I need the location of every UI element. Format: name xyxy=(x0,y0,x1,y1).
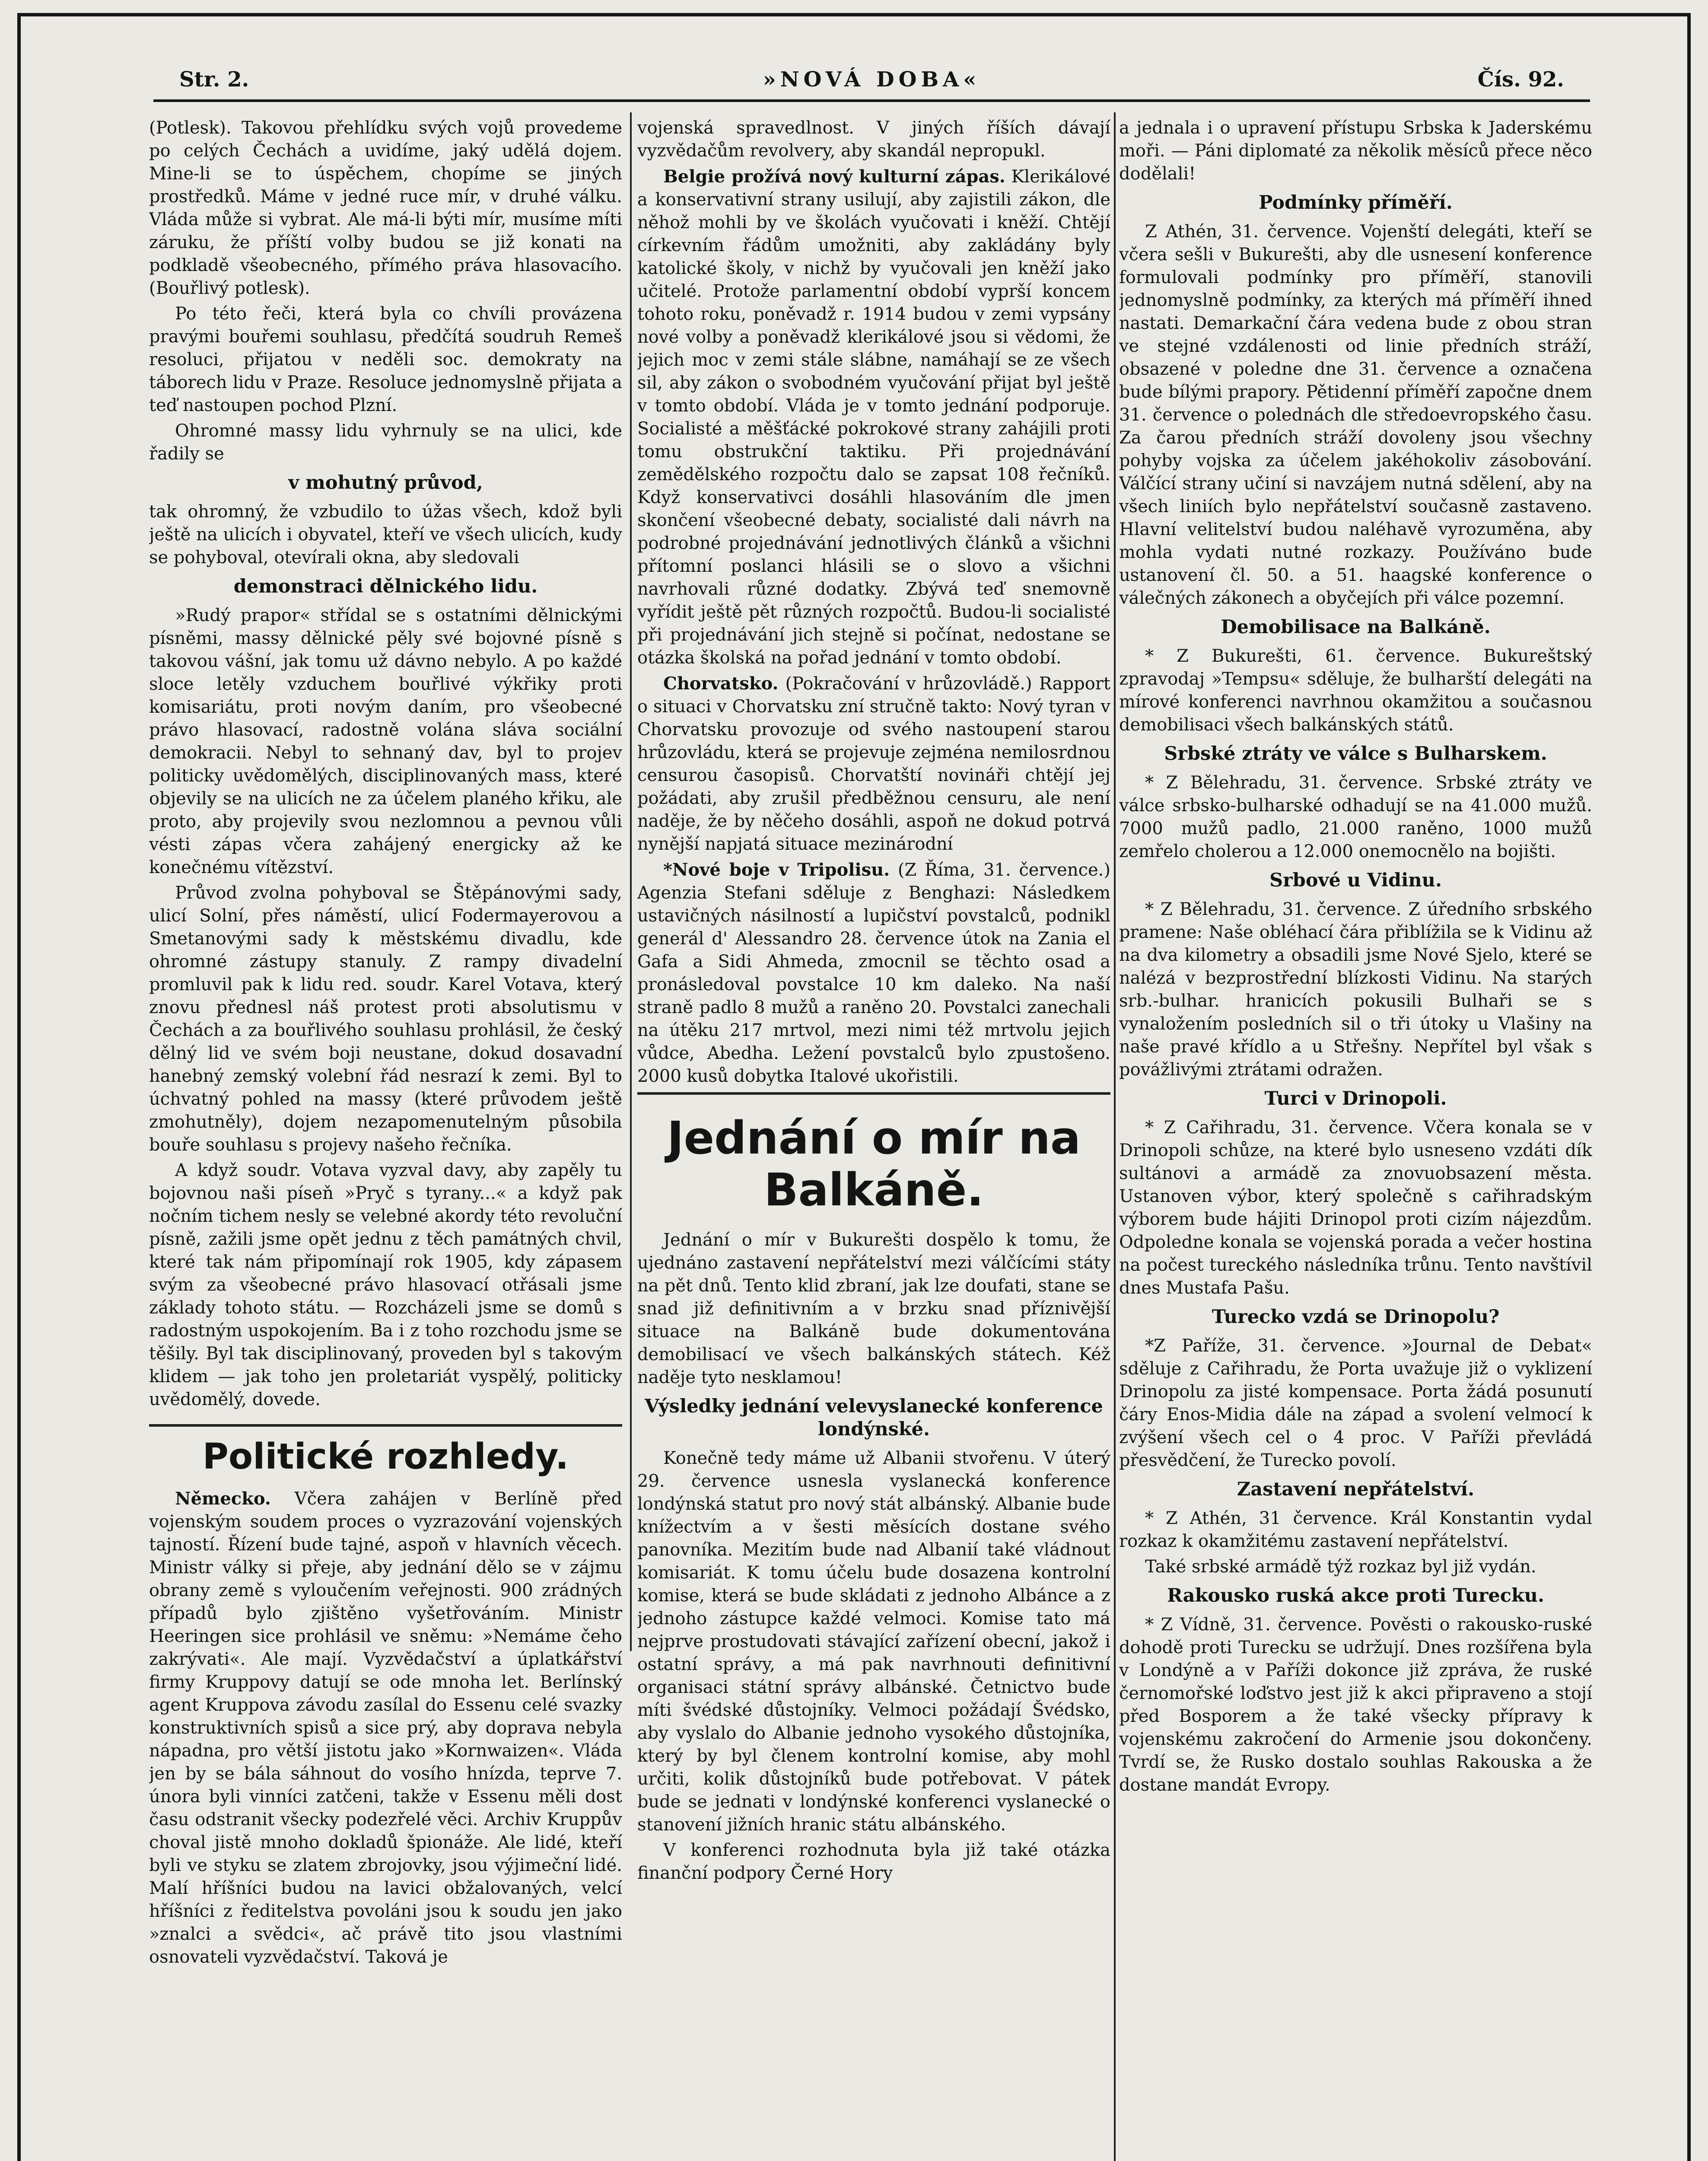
paragraph-body: (Z Říma, 31. července.) Agenzia Stefani sděluje z Benghazi: Následkem ustavičných násilností a lupičství povstalců, podnikl generál d' Alessandro 28. července útok na Zania el Gafa a Sidi Ahmeda, zmocnil se těchto osad a pronásledoval povstalce 10 km daleko. Na naší straně padlo 8 mužů a raněno 20. Povstalci zanechali na útěku 217 mrtvol, mezi nimi též mrtvolu jejich vůdce, Abedha. Ležení povstalců bylo zpustošeno. 2000 kusů dobytka Italové ukořistili. xyxy=(637,860,1110,1086)
paragraph-lead: Belgie prožívá nový kulturní zápas. xyxy=(663,166,1005,187)
issue-number: Čís. 92. xyxy=(1477,67,1564,92)
article-paragraph: Konečně tedy máme už Albanii stvořenu. V úterý 29. července usnesla vyslanecká konference londýnská statut pro nový stát albánský. Albanie bude knížectvím a v šesti měsících dostane svého panovníka. Mezitím bude nad Albanií také vládnout komisariát. K tomu účelu bude dosazena kontrolní komise, která se bude skládati z jednoho Albánce a z jednoho zástupce každé velmoci. Komise tato má nejprve prostudovati stávající zařízení obecní, jakož i ostatní správy, a má pak navrhnouti definitivní organisaci státní správy albánské. Četnictvo bude míti švédské důstojníky. Velmoci požádají Švédsko, aby vyslalo do Albanie jednoho vysokého důstojníka, který by byl členem kontrolní komise, aby mohl určiti, kolik důstojníků bude potřebovat. V pátek bude se jednati v londýnské konferenci vyslanecké o stanovení jižních hranic státu albánského. xyxy=(637,1448,1110,1835)
article-paragraph: *Z Paříže, 31. července. »Journal de Debat« sděluje z Cařihradu, že Porta uvažuje již o vyklizení Drinopolu za jisté kompensace. Porta žádá posunutí čáry Enos-Midia dále na západ a svolení velmocí k zvýšení všech cel o 4 proc. V Paříži převládá přesvědčení, že Turecko povolí. xyxy=(1119,1336,1592,1470)
article-paragraph xyxy=(637,165,1110,669)
article-paragraph: A když soudr. Votava vyzval davy, aby zapěly tu bojovnou naši píseň »Pryč s tyrany...« a když pak nočním tichem nesly se velebné akordy této revoluční písně, zažili jsme opět jednu z těch památných chvil, které tak nám připomínají rok 1905, kdy zápasem svým za všeobecné právo hlasovací otřásali jsme základy tohoto státu. — Rozcházeli jsme se domů s radostným uspokojením. Ba i z toho rozchodu jsme se těšily. Byl tak disciplinovaný, proveden byl s takovým klidem — jak toho jen proletariát vyspělý, politicky uvědomělý, dovede. xyxy=(149,1160,622,1409)
masthead-title: »NOVÁ DOBA« xyxy=(763,67,981,92)
article-paragraph: a jednala i o upravení přístupu Srbska k Jaderskému moři. — Páni diplomaté za několik měsíců přece něco dodělali! xyxy=(1119,118,1592,184)
article-paragraph: Průvod zvolna pohyboval se Štěpánovými sady, ulicí Solní, přes náměstí, ulicí Fodermayerovou a Smetanovými sady k městskému divadlu, kde ohromné zástupy stanuly. Z rampy divadelní promluvil pak k lidu red. soudr. Karel Votava, který znovu přednesl náš protest proti absolutismu v Čechách a za bouřlivého souhlasu prohlásil, že český dělný lid ve svém boji neustane, dokud dosavadní hanebný zemský volební řád nesrazí k zemi. Byl to úchvatný pohled na massy (které průvodem ještě zmohutněly), dojem nezapomenutelným působila bouře souhlasu s projevy našeho řečníka. xyxy=(149,883,622,1155)
article-paragraph: * Z Bukurešti, 61. července. Bukureštský zpravodaj »Tempsu« sděluje, že bulharští delegáti na mírové konferenci navrhnou okamžitou a současnou demobilisaci všech balkánských států. xyxy=(1119,646,1592,735)
column-divider-left xyxy=(630,112,632,1651)
middle-column xyxy=(637,117,1110,2161)
inline-subheading: Výsledky jednání velevyslanecké konference londýnské. xyxy=(645,1396,1103,1440)
article-paragraph: »Rudý prapor« střídal se s ostatními dělnickými písněmi, massy dělnické pěly své bojovné písně s takovou vášní, jak tomu už dávno nebylo. A po každé sloce letěly vzduchem bouřlivé výkřiky proti komisariátu, proti novým daním, pro všeobecné právo hlasovací, radostně volána sláva sociální demokracii. Nebyl to sehnaný dav, byl to projev politicky uvědomělých, disciplinovaných mass, které objevily se na ulicích ne za účelem planého křiku, ale proto, aby projevily svou nezlomnou a pevnou vůli vésti zápas včera zahájený energicky až ke konečnému vítězství. xyxy=(149,606,622,877)
article-paragraph: * Z Vídně, 31. července. Pověsti o rakousko-ruské dohodě proti Turecku se udržují. Dnes rozšířena byla v Londýně a v Paříži dokonce již zpráva, že ruské černomořské loďstvo jest již k akci připraveno a stojí před Bosporem a že také všecky přípravy k vojenskému zakročení do Armenie jsou dokončeny. Tvrdí se, že Rusko dostalo souhlas Rakouska a že dostane mandát Evropy. xyxy=(1119,1615,1592,1795)
article-paragraph: Z Athén, 31. července. Vojenští delegáti, kteří se včera sešli v Bukurešti, aby dle usnesení konference formulovali podmínky pro příměří, stanovili jednomyslně podmínky, za kterých má příměří ihned nastati. Demarkační čára vedena bude z obou stran ve stejné vzdálenosti od linie předních stráží, obsazené v poledne dne 31. července a označena bude bílými prapory. Pětidenní příměří započne dnem 31. července o polednách dle středoevropského času. Za čarou předních stráží dovoleny jsou všechny pohyby vojska za účelem jakéhokoliv zásobování. Válčící strany učiní si navzájem nutná sdělení, aby na všech liniích bylo nepřátelství současně zastaveno. Hlavní velitelství budou naléhavě vyrozuměna, aby mohla vydati nutné rozkazy. Používáno bude ustanovení čl. 50. a 51. haagské konference o válečných zákonech a obyčejích při válce pozemní. xyxy=(1119,222,1592,608)
article-paragraph: Jednání o mír v Bukurešti dospělo k tomu, že ujednáno zastavení nepřátelství mezi válčícími státy na pět dnů. Tento klid zbraní, jak lze doufati, stane se snad již definitivním a v brzku snad příznivější situace na Balkáně bude dokumentována demobilisací ve všech balkánských státech. Kéž naděje tyto nesklamou! xyxy=(637,1230,1110,1387)
inline-subheading: Podmínky příměří. xyxy=(1259,192,1453,214)
inline-subheading: Srbské ztráty ve válce s Bulharskem. xyxy=(1164,743,1547,765)
page-number: Str. 2. xyxy=(179,67,249,92)
paragraph-lead: *Nové boje v Tripolisu. xyxy=(663,860,890,880)
article-paragraph xyxy=(637,858,1110,1088)
right-column xyxy=(1119,117,1592,2161)
article-paragraph: * Z Bělehradu, 31. července. Z úředního srbského pramene: Naše obléhací čára přiblížila se k Vidinu až na dva kilometry a obsadili jsme Nové Sjelo, které se nalézá v bezprostřední blízkosti Vidinu. Na starých srb.-bulhar. hranicích pokusili Bulhaři se s vynaložením posledních sil o tři útoky u Vlašiny na naše pravé křídlo a u Střešny. Nepřítel byl však s povážlivými ztrátami odražen. xyxy=(1119,899,1592,1080)
left-column xyxy=(149,117,622,2161)
paragraph-lead: Německo. xyxy=(175,1488,271,1509)
inline-subheading: Turecko vzdá se Drinopolu? xyxy=(1212,1306,1500,1328)
article-paragraph: Také srbské armádě týž rozkaz byl již vydán. xyxy=(1145,1557,1536,1577)
paragraph-lead: Chorvatsko. xyxy=(663,673,779,694)
article-paragraph: V konferenci rozhodnuta byla již také otázka finanční podpory Černé Hory xyxy=(637,1840,1110,1883)
inline-subheading: demonstraci dělnického lidu. xyxy=(233,576,538,597)
paragraph-body: Včera zahájen v Berlíně před vojenským soudem proces o vyzrazování vojenských tajností. Řízení bude tajné, aspoň v hlavních věcech. Ministr války si přeje, aby jednání dělo se v zájmu obrany země s vyloučením veřejnosti. 900 zrádných případů bylo zjištěno vyšetřováním. Ministr Heeringen sice prohlásil ve sněmu: »Nemáme čeho zakrývati«. Ale mají. Vyzvědačství a úplatkářství firmy Kruppovy datují se ode mnoha let. Berlínský agent Kruppova závodu zasílal do Essenu celé svazky konstruktivních spisů a sice prý, aby doprava nebyla nápadna, pro větší jistotu jako »Kornwaizen«. Vláda jen by se bála sáhnout do vosího hnízda, teprve 7. února byli vinníci zatčeni, takže v Essenu měli dost času odstranit všecky podezřelé věci. Archiv Kruppův choval jistě mnoho dokladů špionáže. Ale lidé, kteří byli ve styku se zlatem zbrojovky, jsou výjimeční lidé. Malí hříšníci budou na lavici obžalovaných, velcí hříšníci z ředitelstva povoláni jsou k soudu jen jako »znalci a svědci«, ač právě tito jsou vlastními osnovateli vyzvědačství. Taková je xyxy=(149,1489,622,1967)
article-paragraph: Po této řeči, která byla co chvíli provázena pravými bouřemi souhlasu, předčítá soudruh Remeš resoluci, přijatou v neděli soc. demokraty na táborech lidu v Praze. Resoluce jednomyslně přijata a teď nastoupen pochod Plzní. xyxy=(149,304,622,415)
inline-subheading: Demobilisace na Balkáně. xyxy=(1221,616,1491,638)
article-paragraph: * Z Bělehradu, 31. července. Srbské ztráty ve válce srbsko-bulharské odhadují se na 41.000 mužů. 7000 mužů padlo, 21.000 raněno, 1000 mužů zemřelo cholerou a 12.000 onemocnělo na bojišti. xyxy=(1119,773,1592,861)
article-paragraph: * Z Cařihradu, 31. července. Včera konala se v Drinopoli schůze, na které bylo usneseno vzdáti dík sultánovi a armádě za znovuobsazení města. Ustanoven výbor, který společně s cařihradským výborem bude hájiti Drinopol proti cizím nájezdům. Odpoledne konala se vojenská porada a večer hostina na počest tureckého následníka trůnu. Tento navštívil dnes Mustafa Pašu. xyxy=(1119,1118,1592,1298)
inline-subheading: Rakousko ruská akce proti Turecku. xyxy=(1167,1585,1544,1606)
article-paragraph: Ohromné massy lidu vyhrnuly se na ulici, kde řadily se xyxy=(149,421,622,464)
section-title-jednani-o-mir: Jednání o mír na Balkáně. xyxy=(637,1092,1110,1216)
inline-subheading: Zastavení nepřátelství. xyxy=(1237,1479,1475,1500)
column-divider-right xyxy=(1114,112,1116,2161)
inline-subheading: Srbové u Vidinu. xyxy=(1269,870,1442,891)
paragraph-body: Klerikálové a konservativní strany usilují, aby zajistili zákon, dle něhož mohli by ve školách vyučovati i kněží. Chtějí církevním řádům umožniti, aby zakládány byly katolické školy, v nichž by vyučovali jen kněží jako učitelé. Protože parlamentní období vyprší koncem tohoto roku, poněvadž r. 1914 budou v zemi vypsány nové volby a poněvadž klerikálové jsou si vědomi, že jejich moc v zemi stále slábne, namáhají se ze všech sil, aby zákon o svobodném vyučování přijat byl ještě v tomto období. Vláda je v tomto jednání podporuje. Socialisté a měšťácké pokrokové strany zahájili proti tomu obstrukční taktiku. Při projednávání zemědělského rozpočtu dalo se zapsat 108 řečníků. Když konservativci dosáhli hlasováním dle jmen skončení všeobecné debaty, socialisté dali návrh na podrobné projednávání jednotlivých článků a všichni přítomní poslanci hlásili se o slovo a všichni navrhovali různé dodatky. Zbývá teď snemovně vyřídit ještě pět různých rozpočtů. Budou-li socialisté při projednávání jich stejně si počínat, nedostane se otázka školská na pořad jednání v tomto období. xyxy=(637,167,1110,668)
inline-subheading: v mohutný průvod, xyxy=(288,472,483,494)
article-paragraph xyxy=(149,1487,622,1969)
inline-subheading: Turci v Drinopoli. xyxy=(1264,1088,1447,1109)
paragraph-body: (Pokračování v hrůzovládě.) Rapport o situaci v Chorvatsku zní stručně takto: Nový tyran v Chorvatsku provozuje od svého nastoupení starou hrůzovládu, která se projevuje zejména nemilosrdnou censurou časopisů. Chorvatští novináři chtějí jej požádati, aby zrušil předběžnou censuru, ale není naděje, že by něčeho dosáhli, aspoň ne dokud potrvá nynější napjatá situace mezinárodní xyxy=(637,674,1110,854)
article-paragraph: tak ohromný, že vzbudilo to úžas všech, kdož byli ještě na ulicích i obyvatel, kteří ve všech ulicích, kudy se pohyboval, otevírali okna, aby sledovali xyxy=(149,502,622,567)
page-header xyxy=(153,65,1590,102)
article-paragraph: vojenská spravedlnost. V jiných říších dávají vyzvědačům revolvery, aby skandál nepropukl. xyxy=(637,118,1110,161)
article-paragraph: (Potlesk). Takovou přehlídku svých vojů provedeme po celých Čechách a uvidíme, jaký udělá dojem. Mine-li se to úspěchem, chopíme se jiných prostředků. Máme v jedné ruce mír, v druhé válku. Vláda může si vybrat. Ale má-li býti mír, musíme míti záruku, že příští volby budou se již konati na podkladě všeobecného, přímého práva hlasovacího. (Bouřlivý potlesk). xyxy=(149,118,622,298)
article-paragraph xyxy=(637,672,1110,856)
section-title-politicke-rozhledy: Politické rozhledy. xyxy=(149,1424,622,1479)
article-paragraph: * Z Athén, 31 července. Král Konstantin vydal rozkaz k okamžitému zastavení nepřátelství. xyxy=(1119,1508,1592,1551)
